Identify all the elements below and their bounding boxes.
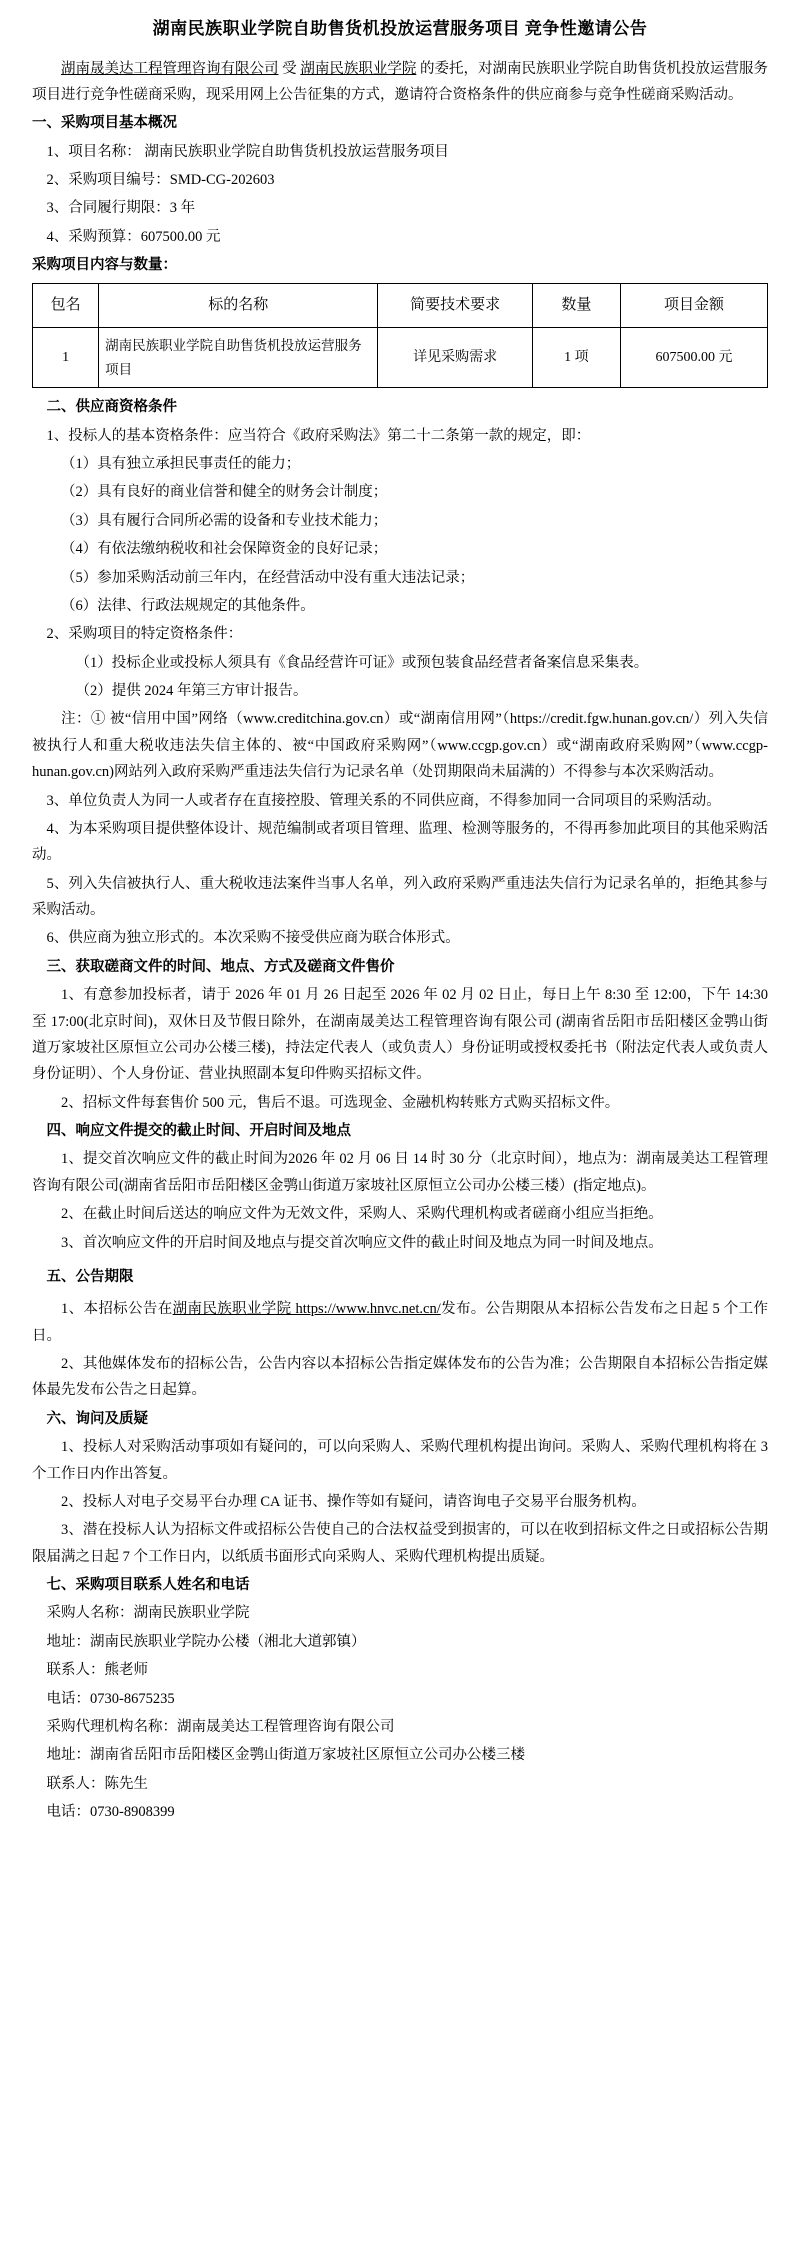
section7-item-2: 地址：湖南民族职业学院办公楼（湘北大道郭镇） — [46, 1633, 366, 1650]
section7-item-4: 电话：0730-8675235 — [46, 1690, 175, 1707]
section7-item-3: 联系人：熊老师 — [46, 1662, 148, 1679]
section5-item-2: 2、其他媒体发布的招标公告，公告内容以本招标公告指定媒体发布的公告为准；公告期限自本招标公告指定媒体最先发布公告之日起算。 — [32, 1356, 768, 1399]
cell-tech: 详见采购需求 — [378, 328, 532, 388]
section7-item-5: 采购代理机构名称：湖南晟美达工程管理咨询有限公司 — [46, 1718, 395, 1735]
section2-item-6: （5）参加采购活动前三年内，在经营活动中没有重大违法记录； — [61, 569, 475, 586]
section4-item-2: 2、在截止时间后送达的响应文件为无效文件，采购人、采购代理机构或者磋商小组应当拒绝。 — [61, 1206, 663, 1223]
section-heading-5: 五、公告期限 — [46, 1268, 134, 1285]
section-heading-1: 一、采购项目基本概况 — [32, 115, 177, 132]
table-header-amount: 项目金额 — [620, 283, 767, 328]
procurement-items-table — [32, 283, 768, 389]
section-heading-6: 六、询问及质疑 — [46, 1410, 148, 1427]
section7-item-6: 地址：湖南省岳阳市岳阳楼区金鹗山街道万家坡社区原恒立公司办公楼三楼 — [46, 1747, 525, 1764]
cell-amount: 607500.00 元 — [620, 328, 767, 388]
section2-item-13: 4、为本采购项目提供整体设计、规范编制或者项目管理、监理、检测等服务的，不得再参加此项目的其他采购活动。 — [32, 820, 768, 864]
section6-item-3: 3、潜在投标人认为招标文件或招标公告使自己的合法权益受到损害的，可以在收到招标文件之日或招标公告期限届满之日起 7 个工作日内，以纸质书面形式向采购人、采购代理机构提出质疑。 — [32, 1522, 768, 1565]
section4-item-1: 1、提交首次响应文件的截止时间为2026 年 02 月 06 日 14 时 30 分（北京时间），地点为：湖南晟美达工程管理咨询有限公司(湖南省岳阳市岳阳楼区金鹗山街道万家坡社区原恒立公司办公楼三楼）(指定地点)。 — [32, 1151, 768, 1194]
section1-item-2: 2、采购项目编号：SMD-CG-202603 — [46, 172, 275, 188]
cell-bao: 1 — [33, 328, 99, 388]
intro-underline-owner: 湖南民族职业学院 — [300, 60, 417, 77]
cell-qty: 1 项 — [532, 328, 620, 388]
section6-item-2: 2、投标人对电子交易平台办理 CA 证书、操作等如有疑问，请咨询电子交易平台服务机构。 — [61, 1493, 646, 1510]
table-header-row — [33, 283, 768, 328]
section-heading-3: 三、获取磋商文件的时间、地点、方式及磋商文件售价 — [46, 958, 395, 975]
section7-item-1: 采购人名称：湖南民族职业学院 — [46, 1605, 250, 1622]
section1-item-1: 1、项目名称： 湖南民族职业学院自助售货机投放运营服务项目 — [46, 143, 449, 160]
section4-item-3: 3、首次响应文件的开启时间及地点与提交首次响应文件的截止时间及地点为同一时间及地点。 — [61, 1234, 663, 1251]
section2-item-8: 2、采购项目的特定资格条件： — [46, 626, 243, 643]
section2-item-2: （1）具有独立承担民事责任的能力； — [61, 456, 301, 472]
intro-paragraph: 湖南晟美达工程管理咨询有限公司 受 湖南民族职业学院 的委托，对湖南民族职业学院自助售货机投放运营服务项目进行竞争性磋商采购，现采用网上公告征集的方式，邀请符合资格条件的供应商参与竞争性磋商采购活动。 — [32, 60, 769, 103]
section-heading-4: 四、响应文件提交的截止时间、开启时间及地点 — [46, 1123, 351, 1139]
table-header-tech: 简要技术要求 — [378, 283, 532, 328]
cell-name: 湖南民族职业学院自助售货机投放运营服务项目 — [99, 328, 378, 388]
section5-item-1: 1、本招标公告在湖南民族职业学院 https://www.hnvc.net.cn/发布。公告期限从本招标公告发布之日起 5 个工作日。 — [32, 1301, 768, 1344]
section2-item-1: 1、投标人的基本资格条件：应当符合《政府采购法》第二十二条第一款的规定，即： — [46, 427, 591, 444]
section6-item-1: 1、投标人对采购活动事项如有疑问的，可以向采购人、采购代理机构提出询问。采购人、采购代理机构将在 3 个工作日内作出答复。 — [32, 1439, 768, 1482]
section2-item-12: 3、单位负责人为同一人或者存在直接控股、管理关系的不同供应商，不得参加同一合同项目的采购活动。 — [46, 792, 721, 809]
section2-item-4: （3）具有履行合同所必需的设备和专业技术能力； — [61, 512, 388, 529]
section2-item-15: 6、供应商为独立形式的。本次采购不接受供应商为联合体形式。 — [46, 930, 460, 947]
section-heading-7: 七、采购项目联系人姓名和电话 — [46, 1577, 250, 1593]
section1-item-4: 4、采购预算：607500.00 元 — [46, 228, 221, 245]
section2-item-7: （6）法律、行政法规规定的其他条件。 — [61, 597, 315, 614]
table-header-qty: 数量 — [532, 283, 620, 328]
section2-item-9: （1）投标企业或投标人须具有《食品经营许可证》或预包装食品经营者备案信息采集表。 — [75, 654, 649, 671]
section7-item-7: 联系人：陈先生 — [46, 1775, 148, 1792]
intro-underline-agency: 湖南晟美达工程管理咨询有限公司 — [61, 60, 279, 77]
page-title: 湖南民族职业学院自助售货机投放运营服务项目 竞争性邀请公告 — [152, 19, 648, 38]
table-header-name: 标的名称 — [99, 283, 378, 328]
section2-item-11: 注：① 被“信用中国”网络（www.creditchina.gov.cn）或“湖南信用网”（https://credit.fgw.hunan.gov.cn/）列入失信被执行人和重大税收违法失信主体的、被“中国政府采购网”（www.ccgp.gov.cn）或“湖南政府采购网”（www.ccgp-hunan.gov.cn)网站列入政府采购严重违法失信行为记录名单（处罚期限尚未届满的）不得参与本次采购活动。 — [32, 711, 768, 781]
announcement-site-link[interactable]: 湖南民族职业学院 https://www.hnvc.net.cn/ — [172, 1301, 441, 1318]
section2-item-10: （2）提供 2024 年第三方审计报告。 — [75, 683, 308, 699]
table-row — [33, 328, 768, 388]
section-heading-2: 二、供应商资格条件 — [46, 399, 177, 416]
section2-item-3: （2）具有良好的商业信誉和健全的财务会计制度； — [61, 484, 388, 501]
table-caption: 采购项目内容与数量： — [32, 257, 177, 274]
table-header-bao: 包名 — [33, 283, 99, 328]
section7-item-8: 电话：0730-8908399 — [46, 1804, 175, 1820]
section1-item-3: 3、合同履行期限：3 年 — [46, 200, 196, 217]
section3-item-1: 1、有意参加投标者，请于 2026 年 01 月 26 日起至 2026 年 02 月 02 日止，每日上午 8:30 至 12:00，下午 14:30 至 17:00(北京时间)，双休日及节假日除外，在湖南晟美达工程管理咨询有限公司 (湖南省岳阳市岳阳楼区金鹗山街道万家坡社区原恒立公司办公楼三楼)，持法定代表人（或负责人）身份证明或授权委托书（附法定代表人或负责人身份证明）、个人身份证、营业执照副本复印件购买招标文件。 — [32, 987, 768, 1083]
section2-item-14: 5、列入失信被执行人、重大税收违法案件当事人名单，列入政府采购严重违法失信行为记录名单的，拒绝其参与采购活动。 — [32, 875, 768, 918]
section2-item-5: （4）有依法缴纳税收和社会保障资金的良好记录； — [61, 541, 388, 558]
section3-item-2: 2、招标文件每套售价 500 元，售后不退。可选现金、金融机构转账方式购买招标文件。 — [61, 1094, 620, 1111]
